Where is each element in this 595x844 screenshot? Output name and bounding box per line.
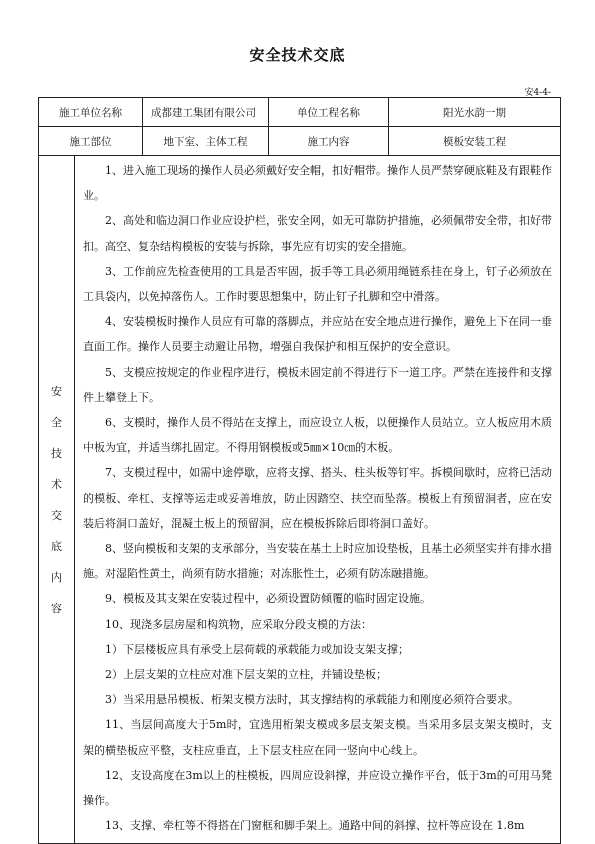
value-construction-content: 模板安装工程 [389, 127, 561, 156]
paragraph: 5、支模应按规定的作业程序进行，模板未固定前不得进行下一道工序。严禁在连接件和支撑件上攀登上下。 [83, 365, 552, 404]
paragraph: 3、工作前应先检查使用的工具是否牢固，扳手等工具必须用绳链系挂在身上，钉子必须放在工具袋内，以免掉落伤人。工作时要思想集中，防止钉子扎脚和空中滑落。 [83, 264, 552, 304]
label-project-name: 单位工程名称 [269, 98, 389, 127]
document-code: 安4-4- [524, 88, 551, 98]
paragraph: 10、现浇多层房屋和构筑物，应采取分段支模的方法： [105, 617, 372, 631]
document-title: 安全技术交底 [249, 46, 346, 64]
paragraph: 1、进入施工现场的操作人员必须戴好安全帽，扣好帽带。操作人员严禁穿硬底鞋及有跟鞋作业。 [83, 164, 552, 203]
value-construction-part: 地下室、主体工程 [143, 127, 269, 156]
paragraph: 8、竖向模板和支架的支承部分，当安装在基土上时应加设垫板，且基土必须坚实并有排水措施。对湿陷性黄土，尚须有防水措施；对冻胀性土，必须有防冻融措施。 [83, 542, 552, 581]
header-row-part [39, 127, 561, 156]
header-row-unit [39, 98, 561, 127]
disclosure-content [75, 156, 561, 844]
paragraph: 13、支撑、牵杠等不得搭在门窗框和脚手架上。通路中间的斜撑、拉杆等应设在 1.8m [105, 819, 525, 833]
disclosure-table [38, 97, 561, 844]
paragraph: 3）当采用悬吊模板、桁架支模方法时，其支撑结构的承载能力和刚度必须符合要求。 [105, 693, 519, 707]
content-row [39, 156, 561, 844]
paragraph: 6、支模时，操作人员不得站在支撑上，而应设立人板，以便操作人员站立。立人板应用木质中板为宜，并适当绑扎固定。不得用钢模板或5㎜×10㎝的木板。 [83, 416, 552, 455]
paragraph: 11、当层间高度大于5m时，宜选用桁架支模或多层支架支模。当采用多层支架支模时，支架的横垫板应平整，支柱应垂直，上下层支柱应在同一竖向中心线上。 [83, 718, 552, 757]
side-label: 安 全 技 术 交 底 内 容 [39, 156, 75, 844]
paragraph: 4、安装模板时操作人员应有可靠的落脚点，并应站在安全地点进行操作，避免上下在同一垂直面工作。操作人员要主动避让吊物，增强自我保护和相互保护的安全意识。 [83, 315, 552, 354]
value-project-name: 阳光水韵一期 [389, 98, 561, 127]
paragraph: 2、高处和临边洞口作业应设护栏，张安全网，如无可靠防护措施，必须佩带安全带，扣好带扣。高空、复杂结构模板的安装与拆除，事先应有切实的安全措施。 [83, 214, 552, 253]
paragraph: 7、支模过程中，如需中途停歇，应将支撑、搭头、柱头板等钉牢。拆模间歇时，应将已活动的模板、牵杠、支撑等运走或妥善堆放，防止因踏空、扶空而坠落。模板上有预留洞者，应在安装后将洞口盖好，混凝土板上的预留洞，应在模板拆除后即将洞口盖好。 [83, 466, 552, 530]
paragraph: 9、模板及其支架在安装过程中，必须设置防倾覆的临时固定设施。 [105, 592, 431, 606]
paragraph: 1）下层楼板应具有承受上层荷载的承载能力或加设支架支撑； [105, 642, 409, 656]
paragraph: 12、支设高度在3m以上的柱模板，四周应设斜撑，并应设立操作平台，低于3m的可用马凳操作。 [83, 768, 552, 808]
paragraph: 2）上层支架的立柱应对准下层支架的立柱，并铺设垫板； [105, 668, 387, 682]
label-construction-part: 施工部位 [39, 127, 143, 156]
label-construction-content: 施工内容 [269, 127, 389, 156]
label-construction-unit: 施工单位名称 [39, 98, 143, 127]
value-construction-unit: 成都建工集团有限公司 [143, 98, 269, 127]
